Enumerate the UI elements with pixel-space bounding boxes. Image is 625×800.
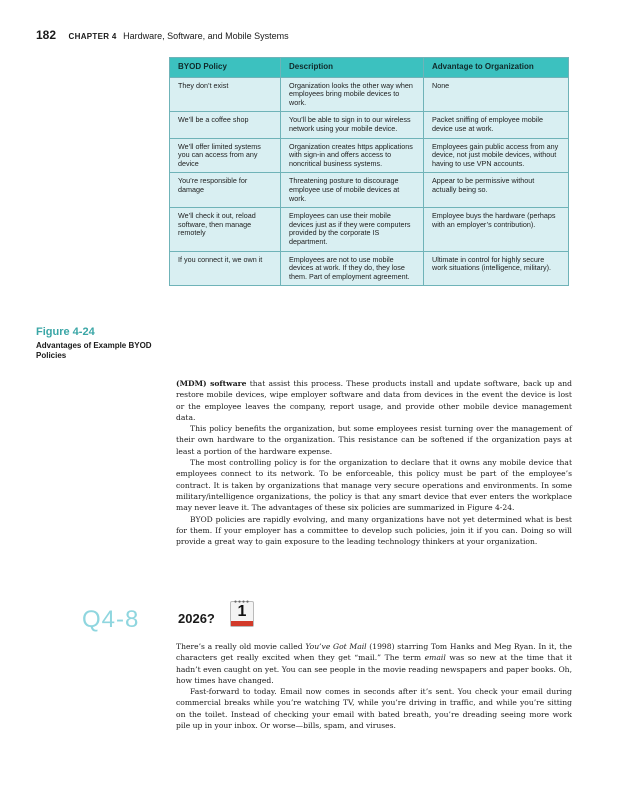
table-cell: You’ll be able to sign in to our wireless network using your mobile device. [281,112,424,138]
page-header [36,28,289,42]
table-cell: Ultimate in control for highly secure work situations (intelligence, military). [424,251,569,286]
figure-caption [36,326,156,361]
table-cell: Employee buys the hardware (perhaps with an employer’s contribution). [424,208,569,251]
calendar-band [231,621,253,626]
paragraph [176,641,572,686]
figure-number: Figure 4-24 [36,326,95,338]
table-cell: Employees can use their mobile devices just as if they were computers provided by the corporate IS department. [281,208,424,251]
table-cell: We’ll offer limited systems you can access from any device [170,138,281,173]
calendar-day: 1 [237,603,247,620]
section-body-text [176,641,572,731]
table-row [170,77,569,112]
byod-policy-table [169,57,569,286]
table-row [170,251,569,286]
section-title: 2026? [178,611,215,626]
paragraph-text: There’s a really old movie called [176,642,306,651]
movie-title: You’ve Got Mail [305,642,367,651]
table-header-row [170,58,569,78]
paragraph-text: was so new at the time that it hadn’t even caught on yet. You can see people in the movie reading newspapers and paper books. Oh, how times have changed. [176,653,572,685]
table-cell: If you connect it, we own it [170,251,281,286]
table-row [170,138,569,173]
table-cell: Employees are not to use mobile devices at work. If they do, they lose them. Part of employment agreement. [281,251,424,286]
figure-caption-text: Advantages of Example BYOD Policies [36,341,152,360]
table-cell: Employees gain public access from any device, not just mobile devices, without having to use VPN accounts. [424,138,569,173]
table-cell: Organization looks the other way when employees bring mobile devices to work. [281,77,424,112]
question-number: Q4-8 [82,606,140,633]
paragraph-text: that assist this process. These products install and update software, back up and restore mobile devices, wipe employer software and data from devices in the event the device is lost or the employee leaves the company, report usage, and provide other mobile device management data. [176,379,572,422]
chapter-label: CHAPTER 4 [68,32,117,41]
table-row [170,208,569,251]
column-header: BYOD Policy [170,58,281,78]
paragraph: This policy benefits the organization, but some employees resist turning over the management of their own hardware to the organization. This resistance can be softened if the organization pays at least a portion of the hardware expense. [176,424,572,456]
table-cell: You’re responsible for damage [170,173,281,208]
table-cell: They don’t exist [170,77,281,112]
table-cell: Organization creates https applications with sign-in and offers access to noncritical business systems. [281,138,424,173]
body-text-block [176,378,572,547]
paragraph-text: (1998) starring Tom Hanks and Meg Ryan. In it, the characters get really excited when they get “mail.” The term [176,642,572,663]
paragraph: The most controlling policy is for the organization to declare that it owns any mobile device that employees connect to its network. To be enforceable, this policy must be part of the employee’s contract. It is taken by organizations that manage very secure operations and environments. In some military/intelligence organizations, the policy is that any smart device that ever enters the workplace may never leave it. The advantages of these six policies are summarized in Figure 4-24. [176,458,572,513]
chapter-title: Hardware, Software, and Mobile Systems [123,31,289,41]
table-cell: Packet sniffing of employee mobile device use at work. [424,112,569,138]
table-cell: None [424,77,569,112]
table-cell: Threatening posture to discourage employee use of mobile devices at work. [281,173,424,208]
paragraph [176,378,572,423]
table-row [170,173,569,208]
table-row [170,112,569,138]
bold-term: (MDM) software [176,379,247,388]
table-cell: We’ll be a coffee shop [170,112,281,138]
column-header: Description [281,58,424,78]
table-cell: Appear to be permissive without actually being so. [424,173,569,208]
paragraph: BYOD policies are rapidly evolving, and many organizations have not yet determined what is best for them. If your employer has a committee to develop such policies, join it if you can. Doing so will provide a great way to gain exposure to the leading technology thinkers at your organization. [176,514,572,547]
column-header: Advantage to Organization [424,58,569,78]
calendar-rings: ●●●● [234,599,251,605]
paragraph: Fast-forward to today. Email now comes in seconds after it’s sent. You check your email during commercial breaks while you’re watching TV, while you’re driving in traffic, and while you’re sitting on the toilet. Instead of checking your email with bated breath, you’re dreading seeing more work pile up in your inbox. Or worse—bills, spam, and viruses. [176,687,572,731]
calendar-icon [230,601,254,627]
term-email: email [424,653,446,663]
page-number: 182 [36,28,57,42]
table-cell: We’ll check it out, reload software, then manage remotely [170,208,281,251]
